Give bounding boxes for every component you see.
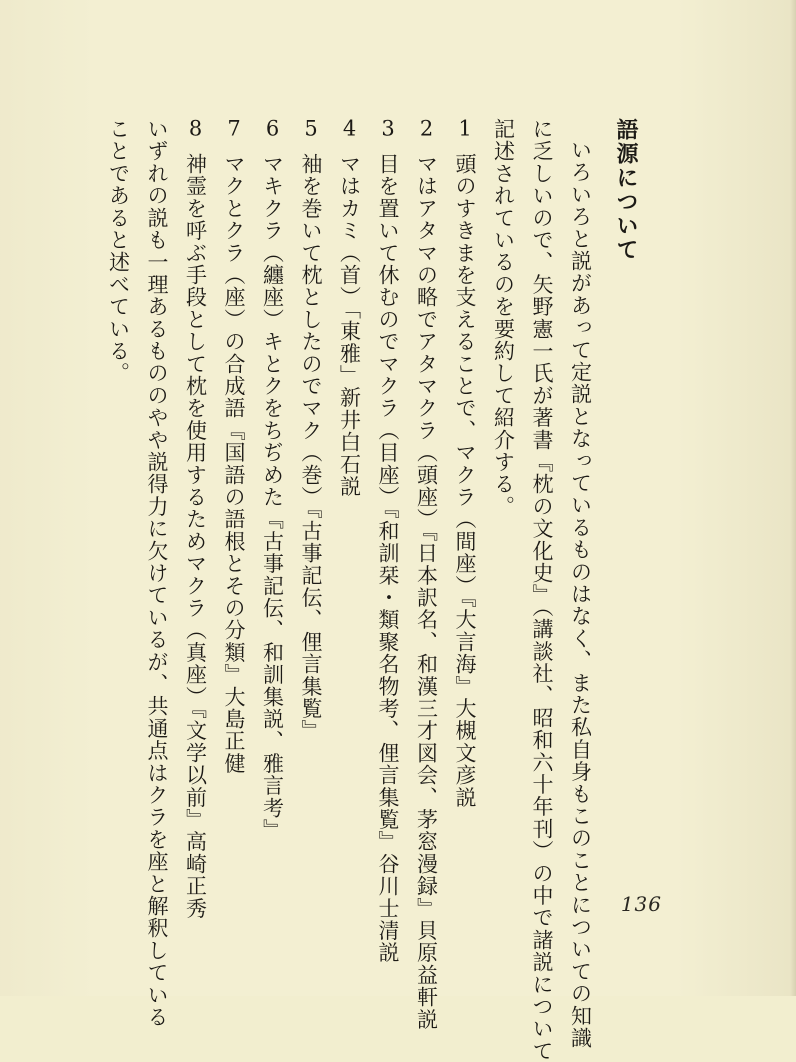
page-gutter-shadow <box>790 0 796 996</box>
list-item <box>215 118 254 878</box>
conclusion-line-2: ことであると述べている。 <box>106 118 131 385</box>
list-item-number: 4 <box>342 118 357 139</box>
list-item <box>330 118 369 878</box>
list-item <box>176 118 215 920</box>
list-item-number: 3 <box>381 118 395 139</box>
list-item-text: マキクラ（纏座）キとクをちぢめた『古事記伝、和訓集説、雅言考』 <box>260 153 285 842</box>
list-item-number: 2 <box>419 118 434 139</box>
list-item-text: マクとクラ（座）の合成語『国語の語根とその分類』大島正健 <box>222 153 246 775</box>
list-item-text: 目を置いて休むのでマクラ（目座）『和訓栞・類聚名物考、俚言集覧』谷川士清説 <box>376 153 400 964</box>
intro-line-2: に乏しいので、矢野憲一氏が著書『枕の文化史』（講談社、昭和六十年刊）の中で諸説について <box>530 118 554 1062</box>
list-item-number: 7 <box>227 118 241 139</box>
list-item-number: 1 <box>458 118 472 139</box>
section-heading: 語源について <box>613 118 638 262</box>
intro-line-1: いろいろと説があって定説となっているものはなく、また私自身もこのことについての知識 <box>568 139 593 1050</box>
list-item-number: 5 <box>304 118 318 139</box>
conclusion-line-1: いずれの説も一理あるもののやや説得力に欠けているが、共通点はクラを座と解釈している <box>145 118 169 1029</box>
list-item <box>446 118 485 878</box>
list-item-text: 頭のすきまを支えることで、マクラ（間座）『大言海』大槻文彦説 <box>453 153 477 809</box>
list-item-text: 神霊を呼ぶ手段として枕を使用するためマクラ（真座）『文学以前』高崎正秀 <box>183 153 208 920</box>
list-item-number: 6 <box>265 118 280 139</box>
list-item-text: マはカミ（首）「東雅」新井白石説 <box>337 153 362 498</box>
list-item-text: マはアタマの略でアタマクラ（頭座）『日本訳名、和漢三才図会、茅窓漫録』貝原益軒説 <box>414 153 439 1031</box>
list-item <box>369 118 408 964</box>
list-item-text: 袖を巻いて枕としたのでマク（巻）『古事記伝、俚言集覧』 <box>299 153 323 742</box>
page-number: 136 <box>620 892 662 916</box>
list-item-number: 8 <box>188 118 203 139</box>
list-item <box>253 118 292 878</box>
list-item <box>407 118 446 1031</box>
intro-line-3: 記述されているのを要約して紹介する。 <box>491 118 516 518</box>
list-item <box>292 118 331 878</box>
